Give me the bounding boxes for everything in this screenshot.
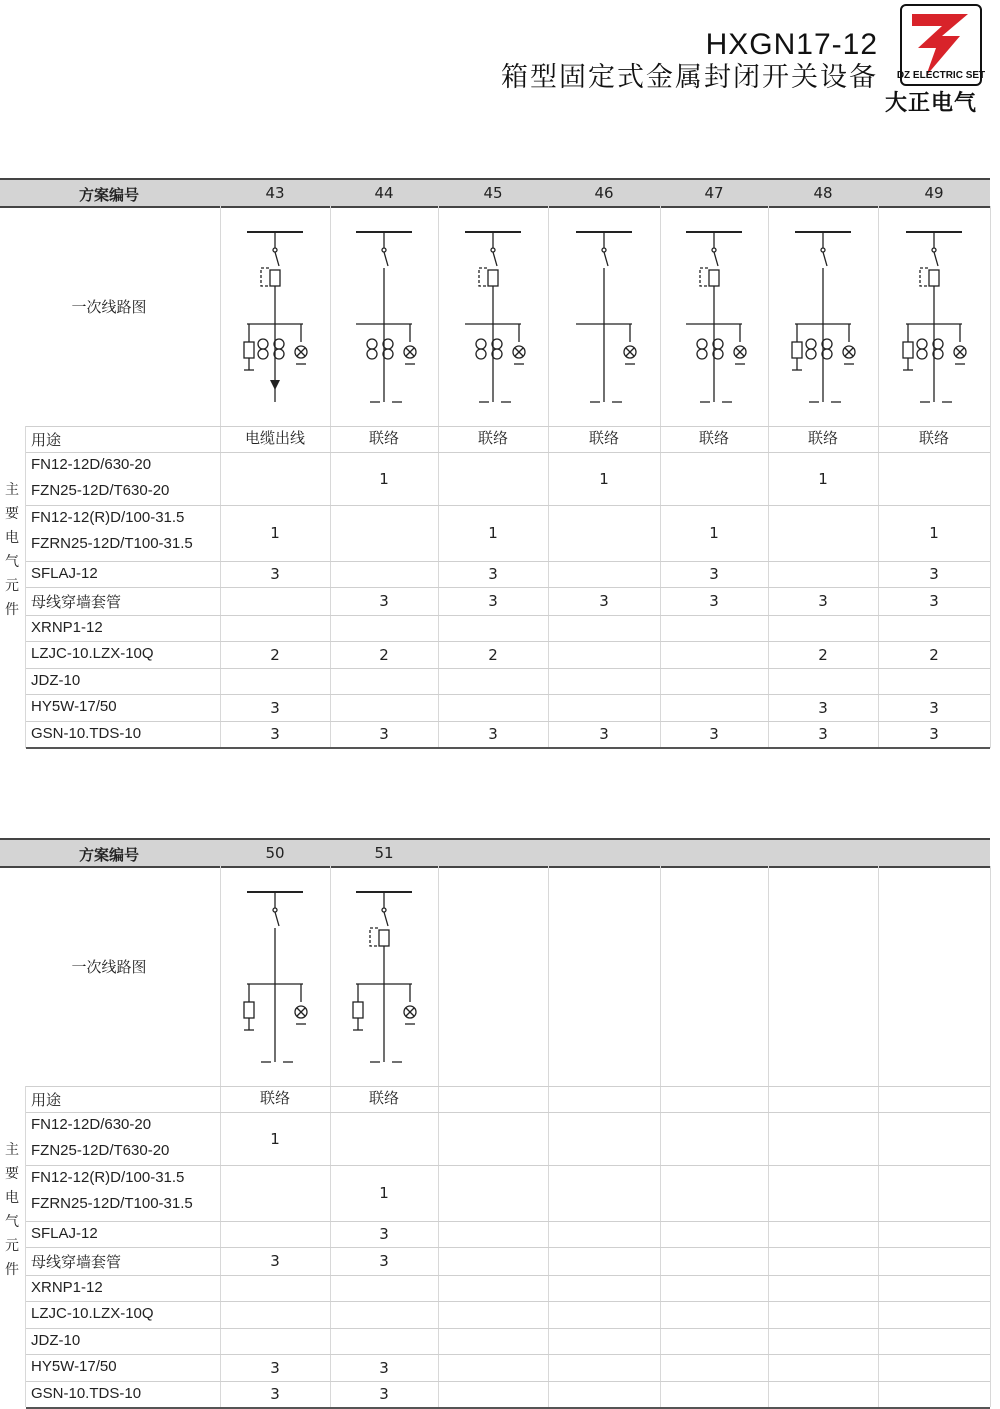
component-qty: 3 bbox=[488, 592, 498, 610]
arrester-symbol bbox=[903, 342, 913, 358]
component-name: JDZ-10 bbox=[31, 672, 81, 689]
single-line-diagram bbox=[768, 212, 878, 412]
component-qty: 3 bbox=[488, 565, 498, 583]
row-divider bbox=[26, 615, 990, 616]
component-qty: 3 bbox=[379, 1225, 389, 1243]
row-divider bbox=[26, 561, 990, 562]
fuse-symbol bbox=[379, 930, 389, 946]
contact-dot bbox=[602, 248, 606, 252]
component-qty: 2 bbox=[270, 645, 280, 664]
row-divider bbox=[26, 505, 990, 506]
component-qty: 1 bbox=[379, 469, 389, 488]
single-line-diagram bbox=[878, 212, 990, 412]
scheme-number: 47 bbox=[704, 184, 724, 202]
component-qty: 3 bbox=[270, 1385, 280, 1403]
component-qty: 3 bbox=[488, 725, 498, 743]
row-divider bbox=[26, 1086, 990, 1087]
component-name: FZRN25-12D/T100-31.5 bbox=[31, 1195, 193, 1212]
ct-coil-0b bbox=[697, 349, 707, 359]
component-qty: 1 bbox=[379, 1184, 389, 1202]
contact-dot bbox=[932, 248, 936, 252]
row-divider bbox=[26, 694, 990, 695]
title-block bbox=[501, 28, 878, 94]
component-qty: 1 bbox=[818, 469, 828, 488]
ct-coil-0a bbox=[476, 339, 486, 349]
ct-coil-0a bbox=[367, 339, 377, 349]
single-line-diagram bbox=[438, 212, 548, 412]
row-divider bbox=[26, 452, 990, 453]
table-header bbox=[0, 178, 990, 208]
contact-dot bbox=[712, 248, 716, 252]
scheme-number: 45 bbox=[483, 184, 503, 202]
product-name: 箱型固定式金属封闭开关设备 bbox=[501, 62, 878, 93]
component-qty: 3 bbox=[709, 725, 719, 743]
logo-mark-text: DZ ELECTRIC SET bbox=[896, 70, 986, 81]
switch-blade bbox=[384, 252, 388, 266]
arrester-symbol bbox=[244, 342, 254, 358]
ct-coil-0a bbox=[697, 339, 707, 349]
fuse-symbol bbox=[709, 270, 719, 286]
contact-dot bbox=[273, 248, 277, 252]
row-divider bbox=[26, 641, 990, 642]
component-qty: 1 bbox=[929, 524, 939, 542]
component-name: GSN-10.TDS-10 bbox=[31, 1385, 142, 1402]
component-name: FZN25-12D/T630-20 bbox=[31, 1142, 170, 1159]
component-name: FZRN25-12D/T100-31.5 bbox=[31, 535, 193, 552]
usage-value: 电缆出线 bbox=[244, 429, 305, 447]
scheme-number: 46 bbox=[594, 184, 614, 202]
row-divider bbox=[26, 668, 990, 669]
arrester-symbol bbox=[353, 1002, 363, 1018]
switch-blade bbox=[275, 252, 279, 266]
fuse-symbol bbox=[270, 270, 280, 286]
single-line-diagram bbox=[220, 872, 330, 1072]
column-divider bbox=[878, 866, 879, 1407]
component-qty: 3 bbox=[709, 565, 719, 583]
single-line-diagram bbox=[330, 212, 438, 412]
component-name: XRNP1-12 bbox=[31, 1279, 103, 1296]
contact-dot bbox=[491, 248, 495, 252]
component-qty: 3 bbox=[270, 1358, 280, 1377]
usage-label: 用途 bbox=[31, 431, 62, 449]
ct-coil-0b bbox=[258, 349, 268, 359]
scheme-number: 48 bbox=[813, 184, 833, 202]
product-model: HXGN17-12 bbox=[705, 28, 878, 61]
component-qty: 3 bbox=[379, 592, 389, 610]
contact-dot bbox=[382, 248, 386, 252]
contact-dot bbox=[273, 908, 277, 912]
switch-blade bbox=[823, 252, 827, 266]
scheme-table-2 bbox=[0, 838, 990, 1407]
side-category-label: 主 要 电 气 元 件 bbox=[5, 482, 19, 618]
mechanism-link bbox=[700, 268, 708, 286]
fuse-symbol bbox=[929, 270, 939, 286]
row-divider bbox=[26, 1301, 990, 1302]
component-qty: 3 bbox=[379, 725, 389, 743]
usage-value: 联络 bbox=[807, 429, 838, 447]
component-qty: 2 bbox=[818, 645, 828, 664]
ct-coil-0b bbox=[367, 349, 377, 359]
contact-dot bbox=[821, 248, 825, 252]
diagram-label: 一次线路图 bbox=[71, 298, 147, 316]
switch-blade bbox=[934, 252, 938, 266]
switch-blade bbox=[493, 252, 497, 266]
component-name: FN12-12(R)D/100-31.5 bbox=[31, 509, 185, 526]
component-qty: 3 bbox=[929, 698, 939, 717]
component-name: SFLAJ-12 bbox=[31, 1225, 98, 1242]
component-qty: 3 bbox=[818, 592, 828, 610]
scheme-no-label: 方案编号 bbox=[78, 846, 139, 864]
scheme-number: 43 bbox=[265, 184, 285, 202]
single-line-diagram bbox=[220, 212, 330, 412]
switch-blade bbox=[275, 912, 279, 926]
component-name: JDZ-10 bbox=[31, 1332, 81, 1349]
component-qty: 3 bbox=[599, 725, 609, 743]
scheme-table-1 bbox=[0, 178, 990, 748]
component-qty: 3 bbox=[270, 725, 280, 743]
ct-coil-0b bbox=[476, 349, 486, 359]
component-qty: 2 bbox=[379, 645, 389, 664]
component-name: FN12-12D/630-20 bbox=[31, 456, 152, 473]
component-qty: 3 bbox=[818, 725, 828, 743]
usage-value: 联络 bbox=[698, 429, 729, 447]
scheme-number: 49 bbox=[924, 184, 944, 202]
component-qty: 3 bbox=[379, 1358, 389, 1377]
column-divider bbox=[660, 866, 661, 1407]
mechanism-link bbox=[479, 268, 487, 286]
cable-arrow bbox=[270, 380, 280, 390]
row-divider bbox=[26, 1221, 990, 1222]
usage-value: 联络 bbox=[477, 429, 508, 447]
component-name: FN12-12(R)D/100-31.5 bbox=[31, 1169, 185, 1186]
component-qty: 1 bbox=[270, 1129, 280, 1148]
component-qty: 3 bbox=[379, 1252, 389, 1270]
component-qty: 2 bbox=[929, 645, 939, 664]
column-divider bbox=[990, 206, 991, 748]
component-qty: 1 bbox=[599, 469, 609, 488]
company-name: 大正电气 bbox=[885, 91, 978, 116]
ct-coil-0a bbox=[806, 339, 816, 349]
usage-value: 联络 bbox=[259, 1089, 290, 1107]
switch-blade bbox=[604, 252, 608, 266]
ct-coil-0a bbox=[258, 339, 268, 349]
column-divider bbox=[990, 866, 991, 1407]
mechanism-link bbox=[261, 268, 269, 286]
mechanism-link bbox=[370, 928, 378, 946]
component-qty: 2 bbox=[488, 645, 498, 664]
row-divider bbox=[26, 1275, 990, 1276]
component-name: 母线穿墙套管 bbox=[31, 593, 122, 611]
single-line-diagram bbox=[548, 212, 660, 412]
switch-blade bbox=[384, 912, 388, 926]
component-qty: 3 bbox=[599, 592, 609, 610]
component-name: LZJC-10.LZX-10Q bbox=[31, 645, 154, 662]
component-name: 母线穿墙套管 bbox=[31, 1253, 122, 1271]
component-name: HY5W-17/50 bbox=[31, 1358, 117, 1375]
component-name: XRNP1-12 bbox=[31, 619, 103, 636]
usage-value: 联络 bbox=[918, 429, 949, 447]
scheme-number: 50 bbox=[265, 844, 285, 862]
component-qty: 3 bbox=[929, 592, 939, 610]
column-divider bbox=[768, 866, 769, 1407]
component-qty: 1 bbox=[709, 524, 719, 542]
component-qty: 1 bbox=[488, 524, 498, 542]
component-qty: 1 bbox=[270, 524, 280, 542]
row-divider bbox=[26, 1112, 990, 1113]
component-qty: 3 bbox=[270, 698, 280, 717]
component-qty: 3 bbox=[818, 698, 828, 717]
component-qty: 3 bbox=[929, 565, 939, 583]
usage-value: 联络 bbox=[588, 429, 619, 447]
row-divider bbox=[26, 1165, 990, 1166]
row-divider bbox=[26, 1328, 990, 1329]
company-logo bbox=[896, 4, 986, 86]
side-category-label: 主 要 电 气 元 件 bbox=[5, 1142, 19, 1278]
scheme-number: 51 bbox=[374, 844, 394, 862]
ct-coil-0a bbox=[917, 339, 927, 349]
contact-dot bbox=[382, 908, 386, 912]
switch-blade bbox=[714, 252, 718, 266]
row-divider bbox=[26, 1381, 990, 1382]
arrester-symbol bbox=[792, 342, 802, 358]
component-name: HY5W-17/50 bbox=[31, 698, 117, 715]
usage-label: 用途 bbox=[31, 1091, 62, 1109]
usage-value: 联络 bbox=[368, 1089, 399, 1107]
row-divider bbox=[26, 1247, 990, 1248]
component-qty: 3 bbox=[379, 1385, 389, 1403]
row-divider bbox=[26, 721, 990, 722]
scheme-number: 44 bbox=[374, 184, 394, 202]
row-divider bbox=[26, 426, 990, 427]
component-name: GSN-10.TDS-10 bbox=[31, 725, 142, 742]
fuse-symbol bbox=[488, 270, 498, 286]
component-name: FZN25-12D/T630-20 bbox=[31, 482, 170, 499]
component-qty: 3 bbox=[270, 1252, 280, 1270]
component-name: LZJC-10.LZX-10Q bbox=[31, 1305, 154, 1322]
component-name: FN12-12D/630-20 bbox=[31, 1116, 152, 1133]
column-divider bbox=[438, 866, 439, 1407]
single-line-diagram bbox=[660, 212, 768, 412]
usage-value: 联络 bbox=[368, 429, 399, 447]
component-qty: 3 bbox=[929, 725, 939, 743]
ct-coil-0b bbox=[917, 349, 927, 359]
row-divider bbox=[26, 1354, 990, 1355]
row-divider bbox=[26, 587, 990, 588]
table-header bbox=[0, 838, 990, 868]
table-bottom-rule bbox=[26, 747, 990, 749]
arrester-symbol bbox=[244, 1002, 254, 1018]
component-name: SFLAJ-12 bbox=[31, 565, 98, 582]
column-divider bbox=[548, 866, 549, 1407]
scheme-no-label: 方案编号 bbox=[78, 186, 139, 204]
diagram-label: 一次线路图 bbox=[71, 958, 147, 976]
ct-coil-0b bbox=[806, 349, 816, 359]
single-line-diagram bbox=[330, 872, 438, 1072]
component-qty: 3 bbox=[270, 565, 280, 583]
component-qty: 3 bbox=[709, 592, 719, 610]
mechanism-link bbox=[920, 268, 928, 286]
